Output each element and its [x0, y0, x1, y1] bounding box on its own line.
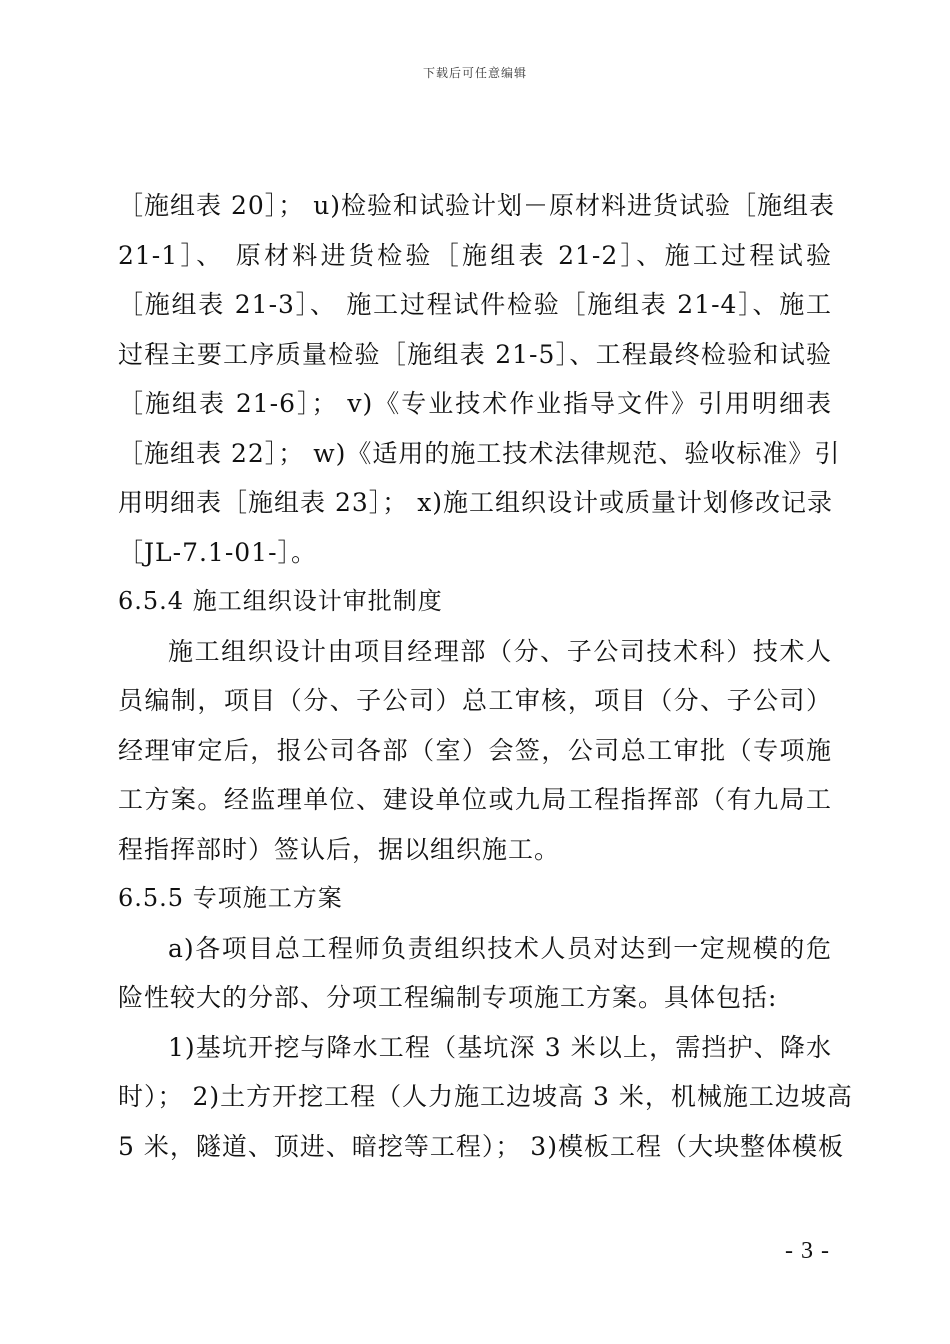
- page-number: - 3 -: [785, 1238, 830, 1264]
- text-line: 5 米，隧道、顶进、暗挖等工程）； 3)模板工程（大块整体模板: [118, 1131, 844, 1161]
- section-heading-6-5-5: 6.5.5 专项施工方案: [118, 884, 343, 912]
- text-line: 险性较大的分部、分项工程编制专项施工方案。具体包括:: [118, 983, 778, 1012]
- text-line: 员编制，项目（分、子公司）总工审核，项目（分、子公司）: [118, 686, 832, 715]
- text-line: ［施组表 20］； u)检验和试验计划－原材料进货试验［施组表: [118, 191, 836, 220]
- document-body: [118, 181, 853, 1171]
- text-line: 用明细表［施组表 23］； x)施工组织设计或质量计划修改记录: [118, 488, 834, 517]
- section-heading-6-5-4: 6.5.4 施工组织设计审批制度: [118, 587, 443, 615]
- text-line: 程指挥部时）签认后，据以组织施工。: [118, 834, 561, 864]
- text-line: ［JL-7.1-01-］。: [118, 537, 318, 567]
- text-line: ［施组表 21-3］、 施工过程试件检验［施组表 21-4］、施工: [118, 290, 832, 319]
- text-line: ［施组表 21-6］； v)《专业技术作业指导文件》引用明细表: [118, 389, 832, 418]
- text-line: 经理审定后，报公司各部（室）会签，公司总工审批（专项施: [118, 735, 832, 765]
- paragraph-first-line: 1)基坑开挖与降水工程（基坑深 3 米以上，需挡护、降水: [168, 1032, 832, 1062]
- text-line: ［施组表 22］； w)《适用的施工技术法律规范、验收标准》引: [118, 438, 841, 468]
- text-line: 21-1］、 原材料进货检验［施组表 21-2］、施工过程试验: [118, 240, 832, 270]
- text-line: 工方案。经监理单位、建设单位或九局工程指挥部（有九局工: [118, 785, 832, 814]
- paragraph-first-line: 施工组织设计由项目经理部（分、子公司技术科）技术人: [168, 636, 832, 666]
- text-line: 过程主要工序质量检验［施组表 21-5］、工程最终检验和试验: [118, 339, 832, 369]
- paragraph-first-line: a)各项目总工程师负责组织技术人员对达到一定规模的危: [168, 933, 832, 963]
- text-line: 时）； 2)土方开挖工程（人力施工边坡高 3 米，机械施工边坡高: [118, 1082, 853, 1111]
- header-note: 下载后可任意编辑: [422, 66, 527, 80]
